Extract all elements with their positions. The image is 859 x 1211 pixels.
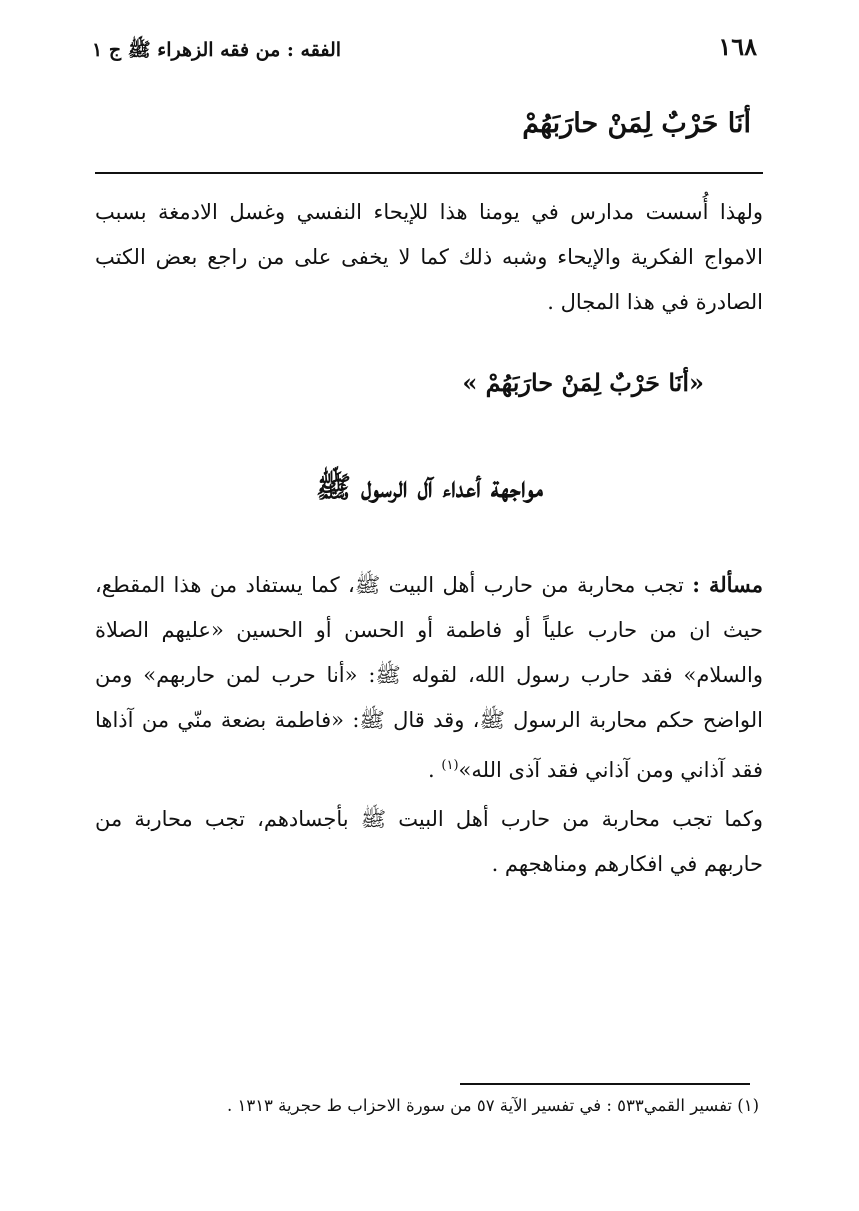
footnote-divider	[460, 1083, 750, 1085]
paragraph-2	[95, 562, 763, 793]
page-number: ١٦٨	[718, 32, 757, 61]
paragraph-2-tail: .	[428, 758, 442, 782]
top-divider	[95, 172, 763, 174]
paragraph-3: وكما تجب محاربة من حارب أهل البيت ﷺ بأجسادهم، تجب محاربة من حاربهم في افكارهم ومناهجهم .	[95, 807, 763, 876]
top-heading: أنَا حَرْبٌ لِمَنْ حارَبَهُمْ	[522, 108, 751, 139]
paragraph-1: ولهذا أُسست مدارس في يومنا هذا للإيحاء النفسي وغسل الادمغة بسبب الامواج الفكرية والإيحاء وشبه ذلك كما لا يخفى على من راجع بعض الكتب الصادرة في هذا المجال .	[95, 200, 763, 314]
footnote: (١) تفسير القمي٥٣٣ : في تفسير الآية ٥٧ من سورة الاحزاب ط حجرية ١٣١٣ .	[226, 1096, 759, 1115]
section-title: مواجهة أعداء آل الرسول ﷺ	[316, 470, 543, 504]
paragraph-2-text: تجب محاربة من حارب أهل البيت ﷺ، كما يستفاد من هذا المقطع، حيث ان من حارب علياً أو فاطمة أو الحسن أو الحسين «عليهم الصلاة والسلام» فقد حارب رسول الله، لقوله ﷺ: «أنا حرب لمن حاربهم» ومن الواضح حكم محاربة الرسول ﷺ، وقد قال ﷺ: «فاطمة بضعة منّي من آذاها فقد آذاني ومن آذاني فقد آذى الله»	[95, 573, 763, 782]
running-header: الفقه : من فقه الزهراء ﷺ ج ١	[92, 39, 342, 61]
footnote-reference[interactable]: (١)	[441, 758, 459, 773]
quote-heading: «أنَا حَرْبٌ لِمَنْ حارَبَهُمْ »	[462, 368, 704, 397]
issue-label: مسألة :	[692, 572, 763, 597]
